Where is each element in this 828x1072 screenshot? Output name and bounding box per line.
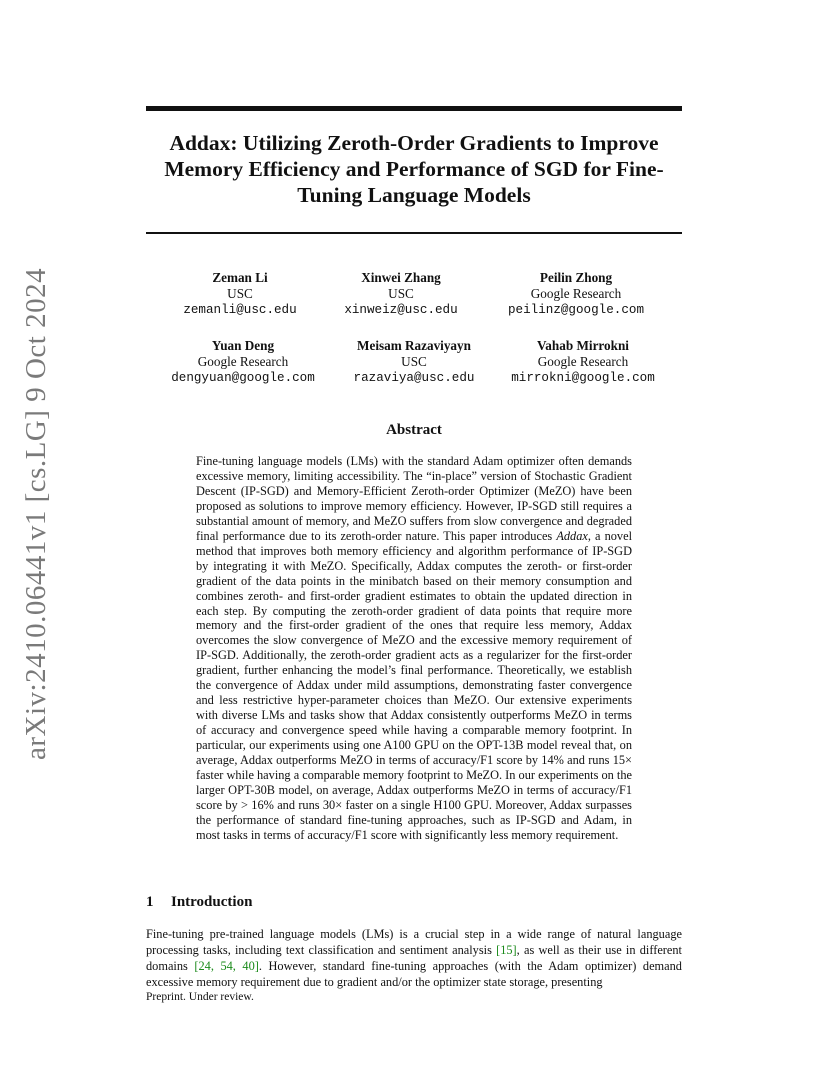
author-affiliation: USC: [401, 354, 427, 369]
author-email[interactable]: peilinz@google.com: [507, 303, 645, 317]
author-email[interactable]: zemanli@usc.edu: [183, 303, 297, 317]
arxiv-side-stamp: arXiv:2410.06441v1 [cs.LG] 9 Oct 2024: [20, 267, 52, 760]
author-block: [319, 338, 509, 386]
abstract-text: , a novel method that improves both memory efficiency and algorithm performance of IP-SGD by integrating it with MeZO. Specifically, Addax computes the zeroth- or first-order gradient of the data points in the minibatch based on their memory consumption and combines zeroth- and first-order gradient estimates to obtain the updated direction in each step. By computing the zeroth-order gradient of data points that require more memory and the first-order gradient of the ones that require less memory, Addax overcomes the slow convergence of MeZO and the excessive memory requirement of IP-SGD. Additionally, the zeroth-order gradient acts as a regularizer for the first-order gradient, further enhancing the model’s final performance. Theoretically, we establish the convergence of Addax under mild assumptions, demonstrating faster convergence and less restrictive hyper-parameter choices than MeZO. Our extensive experiments with diverse LMs and tasks show that Addax consistently outperforms MeZO in terms of accuracy and convergence speed while having a comparable memory footprint. In particular, our experiments using one A100 GPU on the OPT-13B model reveal that, on average, Addax outperforms MeZO in terms of accuracy/F1 score by 14% and runs 15× faster while having a comparable memory footprint to MeZO. In our experiments on the larger OPT-30B model, on average, Addax outperforms MeZO in terms of accuracy/F1 score by > 16% and runs 30× faster on a single H100 GPU. Moreover, Addax surpasses the performance of standard fine-tuning approaches, such as IP-SGD and Adam, in most tasks in terms of accuracy/F1 score with significantly less memory requirement.: [196, 528, 633, 842]
abstract-method-name: Addax: [556, 528, 588, 543]
section-title: Introduction: [171, 894, 253, 910]
abstract-body: [196, 454, 632, 843]
author-email[interactable]: dengyuan@google.com: [171, 371, 315, 385]
intro-text: , as well as their use in different domains: [146, 943, 682, 973]
author-block: [481, 270, 671, 318]
author-block: [488, 338, 678, 386]
author-affiliation: Google Research: [537, 354, 629, 369]
author-name: Zeman Li: [212, 270, 268, 285]
paper-title: Addax: Utilizing Zeroth-Order Gradients to Improve Memory Efficiency and Performance of SGD for Fine-Tuning Language Models: [164, 131, 664, 207]
abstract-heading: Abstract: [386, 422, 442, 438]
author-block: [148, 338, 338, 386]
author-affiliation: USC: [227, 286, 253, 301]
introduction-body: [146, 926, 682, 990]
author-email[interactable]: razaviya@usc.edu: [353, 371, 475, 385]
author-name: Xinwei Zhang: [361, 270, 441, 285]
author-affiliation: USC: [388, 286, 414, 301]
author-name: Meisam Razaviyayn: [357, 338, 471, 353]
title-bottom-rule: [146, 232, 682, 234]
preprint-footer: Preprint. Under review.: [146, 991, 254, 1003]
author-name: Yuan Deng: [211, 338, 275, 353]
author-email[interactable]: xinweiz@usc.edu: [344, 303, 458, 317]
author-email[interactable]: mirrokni@google.com: [511, 371, 655, 385]
intro-text: . However, standard fine-tuning approaches (with the Adam optimizer) demand excessive memory requirement due to gradient and/or the optimizer state storage, presenting: [146, 959, 682, 989]
author-name: Peilin Zhong: [539, 270, 613, 285]
title-top-rule: [146, 106, 682, 111]
citation-link[interactable]: [15]: [496, 943, 517, 957]
section-number: 1: [146, 894, 154, 910]
section-heading: [146, 894, 252, 911]
author-affiliation: Google Research: [197, 354, 289, 369]
author-affiliation: Google Research: [530, 286, 622, 301]
abstract-text: Fine-tuning language models (LMs) with the standard Adam optimizer often demands excessive memory, limiting accessibility. The “in-place” version of Stochastic Gradient Descent (IP-SGD) and Memory-Efficient Zeroth-order Optimizer (MeZO) have been proposed as solutions to improve memory efficiency. However, IP-SGD still requires a substantial amount of memory, and MeZO suffers from slow convergence and degraded final performance due to its zeroth-order nature. This paper introduces: [196, 454, 632, 543]
author-block: [306, 270, 496, 318]
citation-link[interactable]: [24, 54, 40]: [194, 959, 259, 973]
intro-text: Fine-tuning pre-trained language models (LMs) is a crucial step in a wide range of natural language processing tasks, including text classification and sentiment analysis: [146, 927, 682, 957]
author-name: Vahab Mirrokni: [537, 338, 629, 353]
